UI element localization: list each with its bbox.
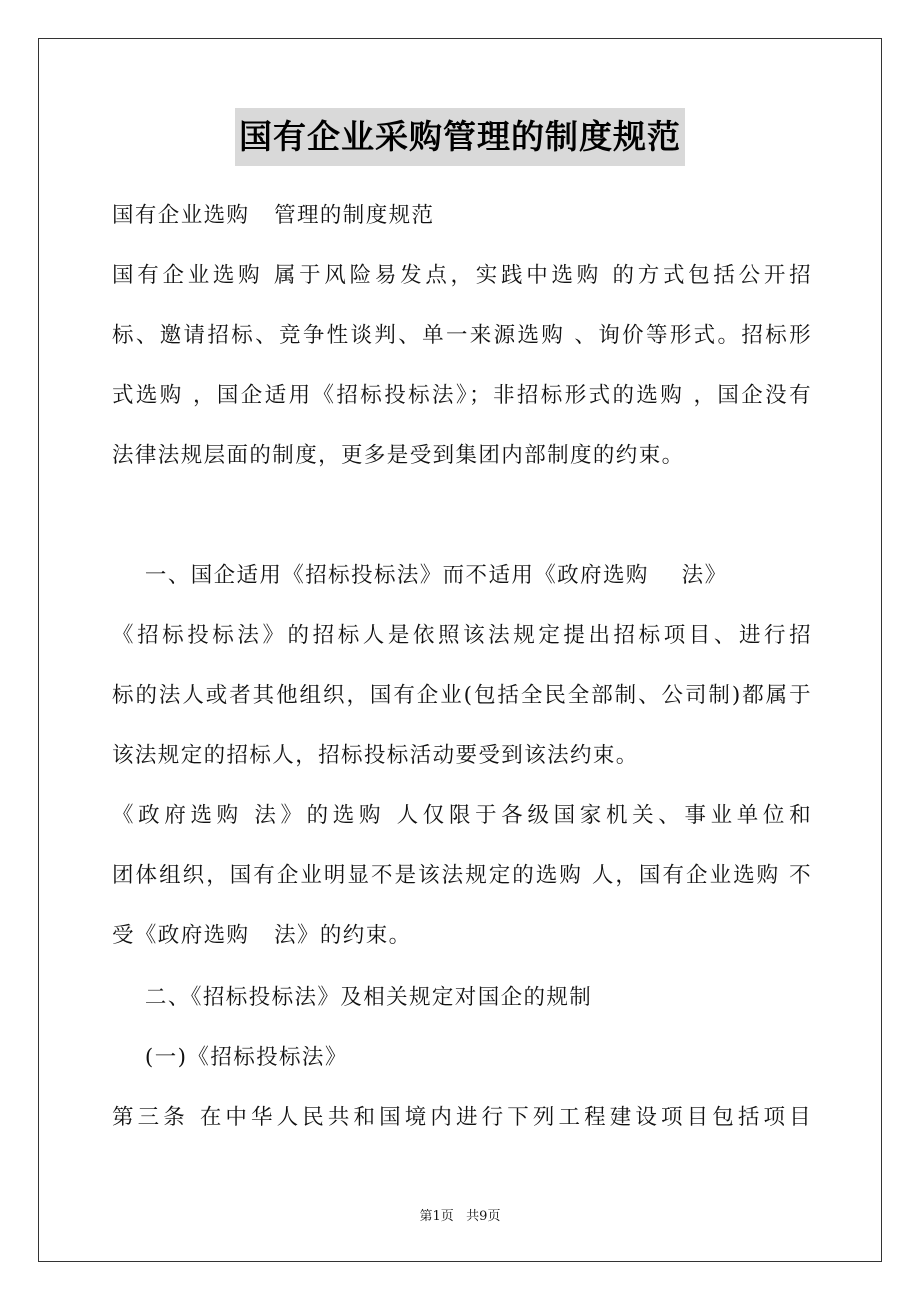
title-container (0, 108, 920, 166)
paragraph-line: 标、邀请招标、竞争性谈判、单一来源选购 、询价等形式。招标形 (112, 323, 812, 348)
paragraph-line: 《招标投标法》的招标人是依照该法规定提出招标项目、进行招 (112, 623, 812, 648)
paragraph-line: 第三条 在中华人民共和国境内进行下列工程建设项目包括项目 (112, 1105, 812, 1130)
paragraph-line: 式选购 ，国企适用《招标投标法》；非招标形式的选购 ，国企没有 (112, 383, 812, 408)
paragraph-line: 标的法人或者其他组织，国有企业(包括全民全部制、公司制)都属于 (112, 683, 812, 708)
paragraph-line: 国有企业选购 属于风险易发点，实践中选购 的方式包括公开招 (112, 263, 812, 288)
subtitle-line: 国有企业选购 管理的制度规范 (112, 203, 435, 228)
document-title: 国有企业采购管理的制度规范 (235, 108, 685, 166)
paragraph-line: 该法规定的招标人，招标投标活动要受到该法约束。 (112, 743, 639, 768)
paragraph-line: 受《政府选购 法》的约束。 (112, 923, 412, 948)
paragraph-line: 法律法规层面的制度，更多是受到集团内部制度的约束。 (112, 443, 685, 468)
page-footer: 第1页 共9页 (419, 1209, 501, 1224)
subsection-heading: (一)《招标投标法》 (112, 1045, 348, 1070)
section-heading: 二、《招标投标法》及相关规定对国企的规制 (112, 985, 593, 1010)
section-heading: 一、国企适用《招标投标法》而不适用《政府选购 法》 (112, 563, 728, 588)
paragraph-line: 团体组织，国有企业明显不是该法规定的选购 人，国有企业选购 不 (112, 863, 812, 888)
paragraph-line: 《政府选购 法》的选购 人仅限于各级国家机关、事业单位和 (112, 803, 812, 828)
